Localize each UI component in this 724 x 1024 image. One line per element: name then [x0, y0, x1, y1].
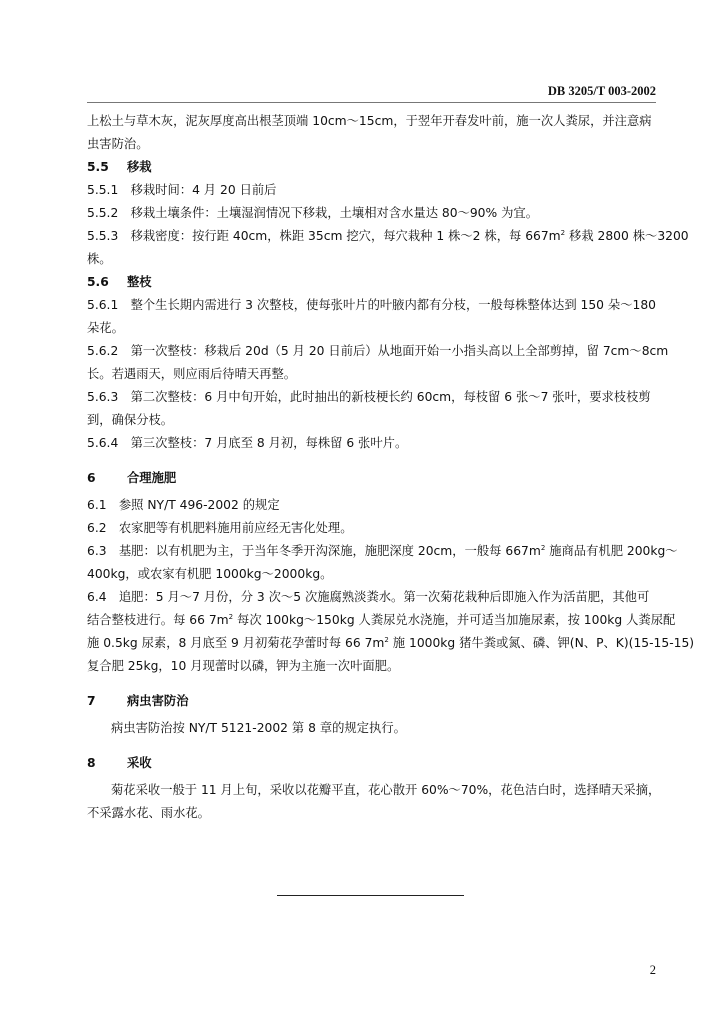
- clause-5-6-2: 5.6.2 第一次整枝：移栽后 20d（5 月 20 日前后）从地面开始一小指头高以上全部剪掉，留 7cm～8cm: [87, 344, 669, 358]
- paragraph-line: 菊花采收一般于 11 月上旬，采收以花瓣平直，花心散开 60%～70%，花色洁白时，选择晴天采摘，: [111, 783, 661, 797]
- clause-6-1: 6.1 参照 NY/T 496-2002 的规定: [87, 498, 280, 512]
- text-segment: 施 1000kg 猪牛粪或氮、磷、钾(N、P、K)(15-15-15): [388, 636, 695, 650]
- section-number: 5.5: [87, 160, 109, 174]
- clause-6-2: 6.2 农家肥等有机肥料施用前应经无害化处理。: [87, 521, 353, 535]
- paragraph-line: 上松土与草木灰，泥灰厚度高出根茎顶端 10cm～15cm，于翌年开春发叶前，施一次人粪尿，并注意病: [87, 114, 652, 128]
- section-heading-5-5: [87, 156, 656, 179]
- section-heading-6: [87, 467, 656, 490]
- text-segment: 施 0.5kg 尿素，8 月底至 9 月初菊花孕蕾时每 66 7m: [87, 636, 385, 650]
- document-body: [87, 110, 695, 825]
- clause-5-5-1: 5.5.1 移栽时间：4 月 20 日前后: [87, 183, 277, 197]
- end-of-document-rule: [277, 895, 464, 896]
- header-divider: [87, 102, 656, 103]
- paragraph-line: [87, 632, 695, 655]
- section-number: 5.6: [87, 275, 109, 289]
- paragraph-line: 不采露水花、雨水花。: [87, 806, 210, 820]
- paragraph-line: 虫害防治。: [87, 137, 149, 151]
- superscript: 2: [384, 635, 389, 644]
- clause-5-5-3: [87, 225, 689, 248]
- section-title: 移栽: [127, 160, 152, 174]
- paragraph-line: 400kg，或农家有机肥 1000kg～2000kg。: [87, 567, 333, 581]
- text-segment: 6.3 基肥：以有机肥为主，于当年冬季开沟深施，施肥深度 20cm，一般每 667m: [87, 544, 541, 558]
- superscript: 2: [228, 612, 234, 621]
- section-number: 7: [87, 694, 96, 708]
- paragraph-line: 病虫害防治按 NY/T 5121-2002 第 8 章的规定执行。: [111, 721, 406, 735]
- section-title: 病虫害防治: [127, 694, 189, 708]
- section-number: 6: [87, 471, 96, 485]
- superscript: 2: [560, 228, 566, 237]
- page-number: 2: [649, 963, 656, 977]
- clause-5-6-1: 5.6.1 整个生长期内需进行 3 次整枝，使每张叶片的叶腋内都有分枝，一般每株整体达到 150 朵～180: [87, 298, 656, 312]
- paragraph-line: 到，确保分枝。: [87, 413, 174, 427]
- paragraph-line: [87, 609, 676, 632]
- text-segment: 施商品有机肥 200kg～: [545, 544, 678, 558]
- clause-5-6-4: 5.6.4 第三次整枝：7 月底至 8 月初，每株留 6 张叶片。: [87, 436, 408, 450]
- clause-5-5-2: 5.5.2 移栽土壤条件：土壤湿润情况下移栽，土壤相对含水量达 80～90% 为宜。: [87, 206, 538, 220]
- paragraph-line: 复合肥 25kg，10 月现蕾时以磷，钾为主施一次叶面肥。: [87, 659, 400, 673]
- clause-6-4: 6.4 追肥：5 月～7 月份，分 3 次～5 次施腐熟淡粪水。第一次菊花栽种后即施入作为活苗肥，其他可: [87, 590, 650, 604]
- text-segment: 移栽 2800 株～3200: [565, 229, 689, 243]
- paragraph-line: 株。: [87, 252, 112, 266]
- clause-5-6-3: 5.6.3 第二次整枝：6 月中旬开始，此时抽出的新枝梗长约 60cm，每枝留 6 张～7 张叶，要求枝枝剪: [87, 390, 651, 404]
- section-heading-5-6: [87, 271, 656, 294]
- document-id-header: DB 3205/T 003-2002: [547, 84, 656, 98]
- section-number: 8: [87, 756, 96, 770]
- text-segment: 5.5.3 移栽密度：按行距 40cm，株距 35cm 挖穴，每穴栽种 1 株～2 株，每 667m: [87, 229, 561, 243]
- section-title: 整枝: [127, 275, 152, 289]
- superscript: 2: [540, 543, 546, 552]
- section-title: 合理施肥: [127, 471, 177, 485]
- section-title: 采收: [127, 756, 152, 770]
- section-heading-7: [87, 690, 656, 713]
- paragraph-line: 朵花。: [87, 321, 124, 335]
- section-heading-8: [87, 752, 656, 775]
- clause-6-3: [87, 540, 678, 563]
- paragraph-line: 长。若遇雨天，则应雨后待晴天再整。: [87, 367, 297, 381]
- text-segment: 每次 100kg～150kg 人粪尿兑水浇施，并可适当加施尿素，按 100kg 人粪尿配: [233, 613, 676, 627]
- text-segment: 结合整枝进行。每 66 7m: [87, 613, 229, 627]
